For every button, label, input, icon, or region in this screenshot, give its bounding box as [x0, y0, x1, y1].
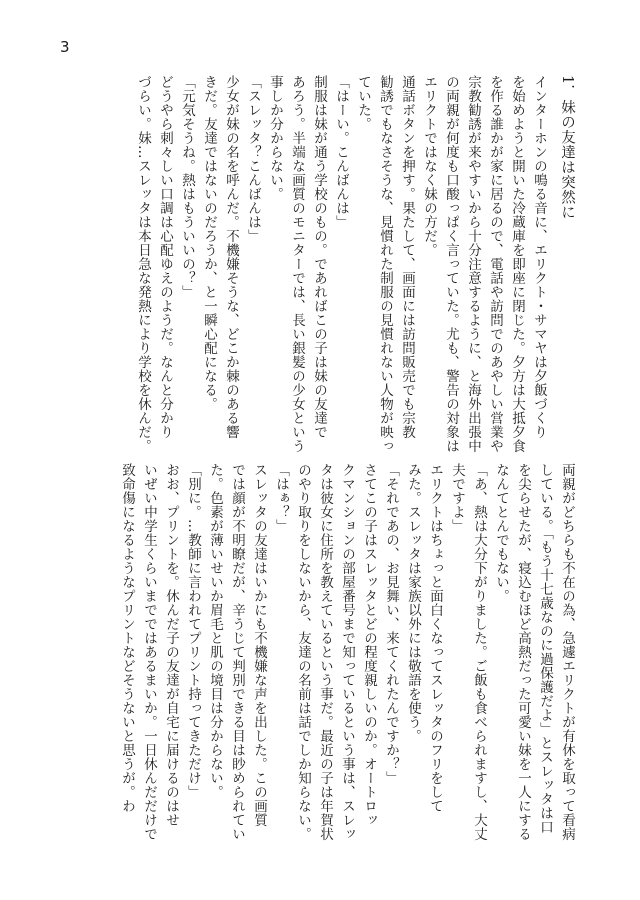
text-line: 制服は妹が通う学校のもの。であればこの子は妹の友達で: [311, 75, 327, 439]
text-line: 「はーい。こんばんは」: [333, 75, 349, 229]
text-line: おお、プリントを。休んだ子の友達が自宅に届けるのはせ: [163, 463, 179, 827]
text-line: している。「もう十七歳なのに過保護だよ」とスレッタは口: [537, 463, 553, 835]
text-line: 「スレッタ？こんばんは」: [245, 75, 261, 243]
text-line: 「元気そうね。熱はもういいの？」: [179, 75, 195, 299]
text-line: 勧誘でもなさそうな、見慣れた制服の見慣れない人物が映っ: [377, 75, 393, 453]
text-line: エリクトではなく妹の方だ。: [421, 75, 437, 257]
text-line: た。色素が薄いせいか眉毛と肌の境目は分からない。: [207, 463, 223, 799]
text-line: 少女が妹の名を呼んだ。不機嫌そうな、どこか棘のある響: [223, 75, 239, 439]
bottom-text-column: [98, 463, 578, 848]
text-line: 「それであの、お見舞い、来てくれたんですか？」: [383, 463, 399, 785]
text-line: づらい。妹…スレッタは本日急な発熱により学校を休んだ。: [135, 75, 151, 453]
top-text-column: [135, 75, 578, 453]
text-line: 致命傷になるようなプリントなどそうないと思うが。わ: [119, 463, 135, 813]
text-line: では顔が不明瞭だが、辛うじて判別できる目は眇められてい: [229, 463, 245, 841]
text-line: 「あ、熱は大分下がりました。ご飯も食べられますし、大丈: [471, 463, 487, 841]
text-line: のやり取りをしないから、友達の名前は話でしか知らない。: [295, 463, 311, 841]
text-line: クマンションの部屋番号まで知っているという事は、スレッ: [339, 463, 355, 841]
text-line: エリクトはちょっと面白くなってスレッタのフリをして: [427, 463, 443, 813]
text-line: インターホンの鳴る音に、エリクト・サマヤは夕飯づくり: [531, 75, 547, 439]
text-line: あろう。半端な画質のモニターでは、長い銀髪の少女という: [289, 75, 305, 453]
text-line: スレッタの友達はいかにも不機嫌な声を出した。この画質: [251, 463, 267, 827]
text-line: 「別に。…教師に言われてプリント持ってきただけ」: [185, 463, 201, 799]
text-line: 「はぁ？」: [273, 463, 289, 533]
text-line: さてこの子はスレッタとどの程度親しいのか。オートロッ: [361, 463, 377, 827]
text-line: 宗教勧誘が来やすいから十分注意するように、と海外出張中: [465, 75, 481, 453]
text-line: 両親がどちらも不在の為、急遽エリクトが有休を取って看病: [559, 463, 575, 841]
text-line: きだ。友達ではないのだろうか、と一瞬心配になる。: [201, 75, 217, 411]
text-line: なんてとんでもない。: [493, 463, 509, 603]
text-line: 通話ボタンを押す。果たして、画面には訪問販売でも宗教: [399, 75, 415, 439]
text-line: を始めようと開いた冷蔵庫を即座に閉じた。夕方は大抵夕食: [509, 75, 525, 453]
page-number: 3: [60, 38, 70, 56]
text-line: を作る誰かが家に居るので、電話や訪問でのあやしい営業や: [487, 75, 503, 453]
text-line: の両親が何度も口酸っぱく言っていた。尤も、警告の対象は: [443, 75, 459, 453]
text-line: タは彼女に住所を教えているという事だ。最近の子は年賀状: [317, 463, 333, 841]
text-line: 夫ですよ」: [449, 463, 465, 533]
text-line: ていた。: [355, 75, 371, 131]
chapter-heading: 1．妹の友達は突然に: [559, 75, 575, 220]
text-line: 事しか分からない。: [267, 75, 283, 201]
text-line: いぜい中学生くらいまでではあるまいか。一日休んだだけで: [141, 463, 157, 841]
text-line: を尖らせたが、寝込むほど高熱だった可愛い妹を一人にする: [515, 463, 531, 841]
text-line: どうやら刺々しい口調は心配ゆえのようだ。なんと分かり: [157, 75, 173, 439]
text-line: みた。スレッタは家族以外には敬語を使う。: [405, 463, 421, 743]
